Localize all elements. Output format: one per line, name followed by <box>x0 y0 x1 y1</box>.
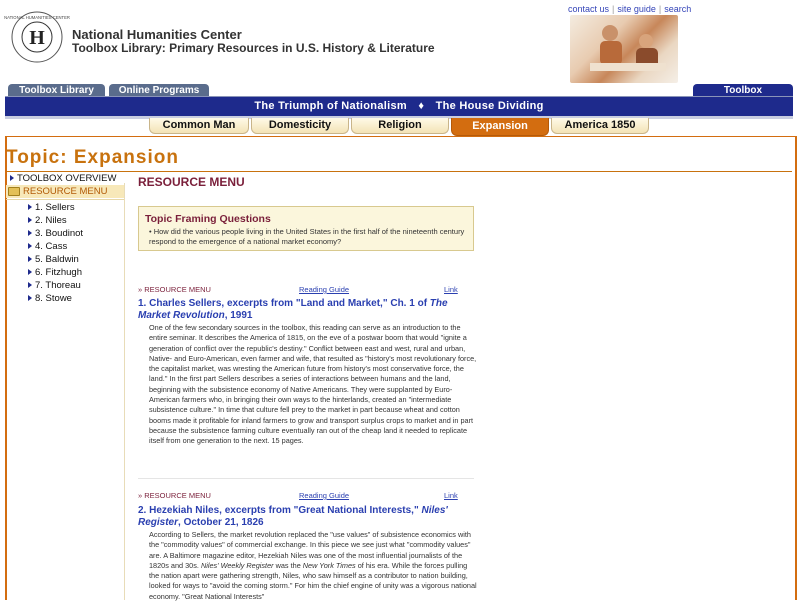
reading-separator <box>138 478 474 479</box>
reading-title-text: 1. Charles Sellers, excerpts from "Land and Market," Ch. 1 of <box>138 298 430 309</box>
diamond-icon: ♦ <box>418 100 425 112</box>
top-links <box>568 4 691 14</box>
nav-triumph-of-nationalism[interactable]: The Triumph of Nationalism <box>254 100 407 112</box>
sidebar-item-label: RESOURCE MENU <box>23 186 108 197</box>
triangle-icon <box>28 295 32 301</box>
topic-title: Topic: Expansion <box>6 147 179 168</box>
header-photo-art <box>570 15 678 83</box>
logo-ring-text: NATIONAL HUMANITIES CENTER <box>4 15 70 20</box>
reading-title-niles[interactable] <box>138 505 468 529</box>
org-subtitle: Toolbox Library: Primary Resources in U.S. History & Literature <box>72 41 435 55</box>
reading-title-text: 2. Hezekiah Niles, excerpts from "Great National Interests," <box>138 505 422 516</box>
contact-us-link[interactable]: contact us <box>568 4 610 14</box>
reading-description-sellers: One of the few secondary sources in the toolbox, this reading can serve as an introduction to the entire seminar. It describes the America of 1815, on the eve of a postwar boom that would "ignite a generation of conflict over the republic's destiny." Conflict between east and west, rural and urban, Native- and Euro-American, even farmer and wife, that resulted as "history's most revolutionary force, the capitalist market, was wresting the American future from history's most conservative force, the land." In the first part Sellers describes a series of interactions between humans and the land, beginning with the subsistence economy of Native Americans. They were supplanted by Euro-American farmers who, in bringing their own ways to the hinterlands, created an "intermediate subsistence culture." In time that culture fell prey to the market in part because wheat and cotton booms made it profitable for inland farmers to grow and transport surplus crops to market and in part because the subsistence farming culture eventually ran out of the cheap land it needed to replicate itself from one generation to the next. 15 pages. <box>149 323 477 446</box>
sidebar-item-label: 5. Baldwin <box>35 254 79 265</box>
triangle-icon <box>28 204 32 210</box>
reading-guide-link[interactable]: Reading Guide <box>299 491 350 500</box>
topic-subtabs <box>149 118 649 136</box>
link-separator: | <box>612 4 615 14</box>
subtab-religion[interactable]: Religion <box>351 118 449 134</box>
reading-title-work: The Market Revolution <box>138 298 448 321</box>
sidebar-item-label: 7. Thoreau <box>35 280 81 291</box>
framing-questions-box <box>138 206 474 251</box>
reading-title-sellers[interactable] <box>138 298 468 322</box>
triangle-icon <box>28 269 32 275</box>
framing-question: • How did the various people living in the United States in the first half of the nineteenth century respond to the emergence of a national market economy? <box>149 227 465 246</box>
triangle-icon <box>28 243 32 249</box>
sidebar-item-label: 6. Fitzhugh <box>35 267 82 278</box>
reading-body-text: According to Sellers, the market revolution replaced the "use values" of subsistence economics with the "commodity values" of commercial exchange. In this piece we see just what "commodity values" are. A Baltimore magazine editor, Hezekiah Niles was one of the most influential journalists of the 1820s and 30s. <box>149 530 471 570</box>
sidebar <box>6 172 124 305</box>
sidebar-item-stowe[interactable] <box>6 292 124 305</box>
sidebar-item-label: TOOLBOX OVERVIEW <box>17 173 117 184</box>
resource-menu-title: RESOURCE MENU <box>138 175 245 189</box>
theme-nav-bar <box>5 97 793 116</box>
reading-nav-row <box>138 285 458 294</box>
sidebar-item-toolbox-overview[interactable] <box>6 172 124 185</box>
sidebar-item-niles[interactable] <box>6 214 124 227</box>
reading-link[interactable]: Link <box>444 491 458 500</box>
reading-description-niles <box>149 530 479 602</box>
resource-menu-link[interactable]: » RESOURCE MENU <box>138 285 211 294</box>
sidebar-item-boudinot[interactable] <box>6 227 124 240</box>
sidebar-item-label: 8. Stowe <box>35 293 72 304</box>
sidebar-item-resource-menu[interactable] <box>6 185 124 198</box>
triangle-icon <box>28 282 32 288</box>
sidebar-item-fitzhugh[interactable] <box>6 266 124 279</box>
sidebar-border <box>124 183 125 600</box>
reading-body-italic: New York Times <box>302 560 356 570</box>
subtab-domesticity[interactable]: Domesticity <box>251 118 349 134</box>
reading-link[interactable]: Link <box>444 285 458 294</box>
tab-online-programs[interactable]: Online Programs <box>109 84 209 97</box>
frame-top-rule <box>5 136 795 137</box>
subtab-expansion[interactable]: Expansion <box>451 118 549 136</box>
reading-title-date: , 1991 <box>224 310 253 321</box>
subtab-common-man[interactable]: Common Man <box>149 118 249 134</box>
org-name[interactable]: National Humanities Center <box>72 27 242 42</box>
search-link[interactable]: search <box>664 4 692 14</box>
triangle-icon <box>28 256 32 262</box>
site-guide-link[interactable]: site guide <box>617 4 656 14</box>
link-separator: | <box>658 4 662 14</box>
logo-letter: H <box>29 27 45 49</box>
sidebar-item-label: 3. Boudinot <box>35 228 84 239</box>
reading-title-date: , October 21, 1826 <box>178 517 264 528</box>
sidebar-item-label: 2. Niles <box>35 215 67 226</box>
nav-house-dividing[interactable]: The House Dividing <box>435 100 544 112</box>
reading-body-text: of his era. While the forces pulling the nation apart were gathering strength, Niles, who saw himself as a contributor to nation building, looked for ways to "avoid the coming storm." For him the chief engine of unity was a vigorous national economy. "Great National Interests" <box>149 560 477 601</box>
framing-questions-title: Topic Framing Questions <box>145 213 271 225</box>
sidebar-divider <box>6 199 124 200</box>
sidebar-item-thoreau[interactable] <box>6 279 124 292</box>
reading-guide-link[interactable]: Reading Guide <box>299 285 350 294</box>
sidebar-item-cass[interactable] <box>6 240 124 253</box>
folder-open-icon <box>8 187 20 196</box>
header-photo <box>570 15 678 83</box>
sidebar-item-label: 4. Cass <box>35 241 68 252</box>
triangle-icon <box>10 175 14 181</box>
reading-body-text: was the <box>273 560 303 570</box>
tab-toolbox-library[interactable]: Toolbox Library <box>8 84 105 97</box>
sidebar-item-label: 1. Sellers <box>35 202 75 213</box>
reading-title-work: Niles' Register <box>138 505 448 528</box>
triangle-icon <box>28 217 32 223</box>
tab-toolbox[interactable]: Toolbox <box>693 84 793 97</box>
triangle-icon <box>28 230 32 236</box>
reading-body-italic: Niles' Weekly Register <box>200 560 274 570</box>
reading-nav-row <box>138 491 458 500</box>
sidebar-item-baldwin[interactable] <box>6 253 124 266</box>
subtab-america-1850[interactable]: America 1850 <box>551 118 649 134</box>
nhc-logo[interactable] <box>4 10 70 64</box>
resource-menu-link[interactable]: » RESOURCE MENU <box>138 491 211 500</box>
sidebar-item-sellers[interactable] <box>6 201 124 214</box>
